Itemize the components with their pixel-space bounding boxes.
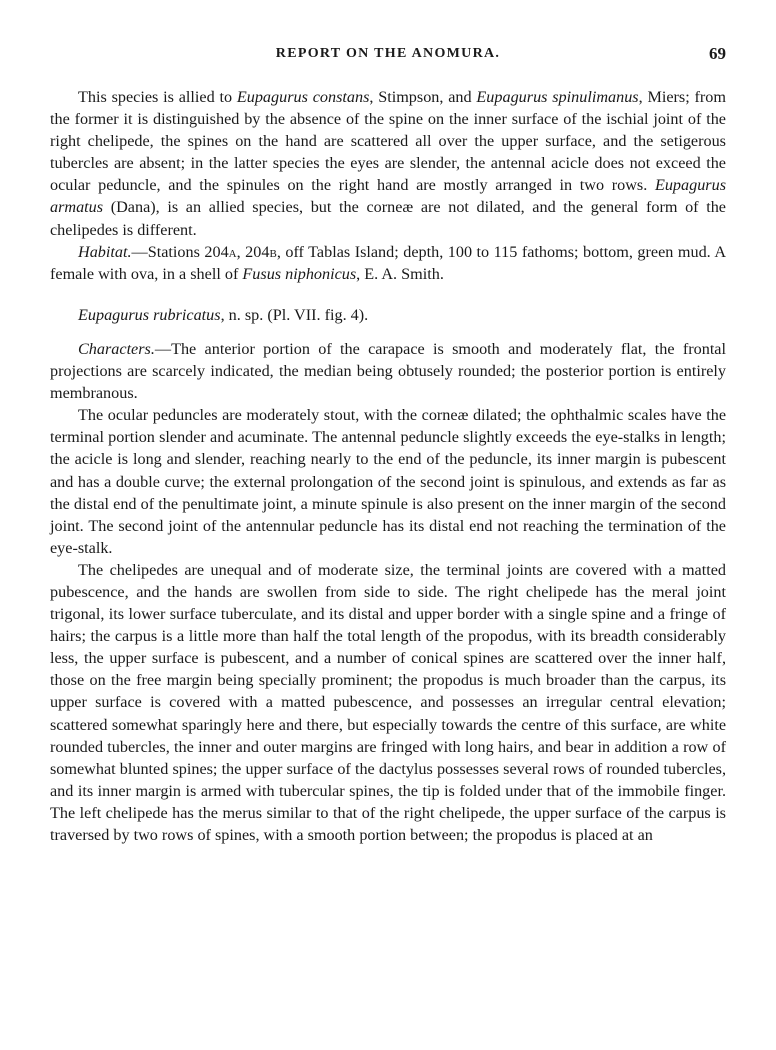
text-run: (Dana), is an allied species, but the corneæ are not dilated, and the general form of the chelipedes is different.	[50, 198, 726, 239]
species-name: Eupagurus constans	[236, 88, 370, 106]
text-run: The chelipedes are unequal and of moderate size, the terminal joints are covered with a matted pubescence, and the hands are swollen from side to side. The right chelipede has the meral joint trigonal, its lower surface tuberculate, and its distal and upper border with a single spine and a fringe of hairs; the carpus is a little more than half the total length of the propodus, with its breadth considerably less, the upper surface is pubescent, and a number of conical spines are scattered over the inner half, those on the free margin being specially prominent; the propodus is much broader than the carpus, its upper surface is covered with a matted pubescence, and possesses an irregular central elevation; scattered somewhat sparingly here and there, but especially towards the centre of this surface, are white rounded tubercles, the inner and outer margins are fringed with long hairs, and bear in addition a row of somewhat blunted spines; the upper surface of the dactylus possesses several rows of rounded tubercles, and its inner margin is armed with tubercular spines, the tip is folded under that of the immobile finger. The left chelipede has the merus similar to that of the right chelipede, the upper surface of the carpus is traversed by two rows of spines, with a smooth portion between; the propodus is placed at an	[50, 560, 726, 844]
text-run: , Stimpson, and	[369, 88, 477, 106]
text-run: , n. sp. (Pl. VII. fig. 4).	[220, 305, 369, 324]
text-run: , E. A. Smith.	[356, 264, 444, 283]
text-run: The ocular peduncles are moderately stout, with the corneæ dilated; the ophthalmic scales have the terminal portion slender and acuminate. The antennal peduncle slightly exceeds the eye-stalks in length; the acicle is long and slender, reaching nearly to the end of the peduncle, its inner margin is pubescent and has a double curve; the external prolongation of the second joint is spinulous, and extends as far as the distal end of the penultimate joint, a minute spinule is also present on the inner margin of the second joint. The second joint of the antennular peduncle has its distal end not reaching the termination of the eye-stalk.	[50, 406, 726, 557]
text-run: , off Tablas Island; depth, 100 to 115 fathoms; bottom, green mud. A female with ova, in a shell of	[50, 242, 727, 283]
text-run: , Miers; from the former it is distinguished by the absence of the spine on the inner surface of the ischial joint of the right chelipede, the spines on the hand are scattered all over the upper surface, and the setigerous tubercles are absent; in the latter species the eyes are slender, the antennal acicle does not exceed the ocular peduncle, and the spinules on the right hand are mostly arranged in two rows.	[50, 88, 726, 195]
species-heading	[50, 304, 726, 326]
page-number: 69	[709, 44, 726, 63]
species-name: Eupagurus armatus	[50, 176, 726, 217]
page-header	[50, 46, 726, 70]
station-suffix: b	[269, 242, 277, 261]
paragraph-peduncles	[50, 404, 726, 559]
station-suffix: a	[228, 242, 237, 261]
text-run: —Stations 204	[131, 242, 229, 261]
species-name: Eupagurus rubricatus	[78, 305, 221, 324]
species-name: Eupagurus spinulimanus	[476, 88, 639, 106]
running-title: REPORT ON THE ANOMURA.	[275, 46, 501, 61]
habitat-label: Habitat.	[78, 242, 132, 261]
species-name: Fusus niphonicus	[242, 264, 357, 283]
paragraph-chelipedes	[50, 559, 726, 846]
paragraph-species-comparison	[50, 86, 726, 241]
text-run: , 204	[236, 242, 270, 261]
text-run: This species is allied to	[78, 88, 237, 106]
text-run: —The anterior portion of the carapace is smooth and moderately flat, the frontal projections are scarcely indicated, the median being obtusely rounded; the posterior portion is entirely membranous.	[50, 339, 726, 403]
characters-label: Characters.	[78, 339, 155, 358]
body-text	[50, 86, 726, 846]
paragraph-characters	[50, 338, 726, 404]
paragraph-habitat	[50, 241, 726, 285]
